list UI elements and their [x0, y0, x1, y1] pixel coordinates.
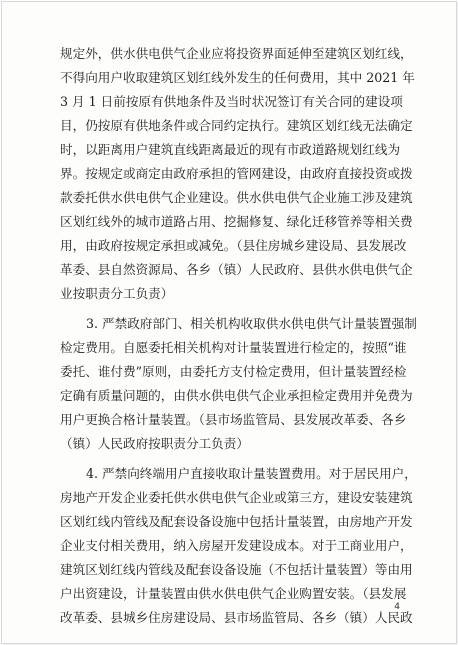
- text-line: 改革委、县城乡住房建设局、县市场监管局、各乡（镇）人民政: [60, 610, 413, 625]
- text-line: （镇）人民政府按职责分工负责）: [60, 436, 249, 451]
- text-line: 区划红线外的城市道路占用、挖掘修复、绿化迁移管养等相关费: [60, 214, 413, 229]
- text-line: 定确有质量问题的，由供水供电供气企业承担检定费用并免费为: [60, 388, 413, 403]
- page-number: 4: [394, 602, 400, 612]
- text-line: 革委、县自然资源局、各乡（镇）人民政府、县供水供电供气企: [60, 262, 413, 277]
- text-line: 区划红线内管线及配套设备设施中包括计量装置，由房地产开发: [60, 514, 413, 529]
- text-line: 界。按规定或商定由政府承担的管网建设，由政府直接投资或拨: [60, 166, 413, 181]
- text-line: 用户更换合格计量装置。（县市场监管局、县发展改革委、各乡: [60, 412, 407, 427]
- text-line: 3 月 1 日前按原有供地条件及当时状况签订有关合同的建设项: [60, 94, 403, 109]
- text-line: 户出资建设，计量装置由供水供电供气企业购置安装。（县发展: [60, 586, 407, 601]
- text-line: 目，仍按原有供地条件或合同约定执行。建筑区划红线无法确定: [60, 118, 413, 133]
- text-line: 企业支付相关费用，纳入房屋开发建设成本。对于工商业用户，: [60, 538, 413, 553]
- text-line: 房地产开发企业委托供水供电供气企业或第三方，建设安装建筑: [60, 490, 413, 505]
- text-line: 规定外，供水供电供气企业应将投资界面延伸至建筑区划红线，: [60, 46, 413, 61]
- text-line: 建筑区划红线内管线及配套设备设施（不包括计量装置）等由用: [60, 562, 413, 577]
- text-line: 检定费用。自愿委托相关机构对计量装置进行检定的，按照“谁: [60, 340, 407, 355]
- text-line: 业按职责分工负责）: [60, 286, 174, 301]
- paragraph-heading-4: 4. 严禁向终端用户直接收取计量装置费用。对于居民用户，: [86, 466, 417, 481]
- text-line: 用，由政府按规定承担或减免。（县住房城乡建设局、县发展改: [60, 238, 407, 253]
- text-line: 时，以距离用户建筑直线距离最近的现有市政道路规划红线为: [60, 142, 401, 157]
- text-line: 委托、谁付费”原则，由委托方支付检定费用，但计量装置经检: [60, 364, 407, 379]
- text-line: 不得向用户收取建筑区划红线外发生的任何费用，其中 2021 年: [60, 70, 415, 85]
- paragraph-heading-3: 3. 严禁政府部门、相关机构收取供水供电供气计量装置强制: [86, 316, 417, 331]
- text-line: 款委托供水供电供气企业建设。供水供电供气企业施工涉及建筑: [60, 190, 413, 205]
- document-page: [1, 1, 457, 644]
